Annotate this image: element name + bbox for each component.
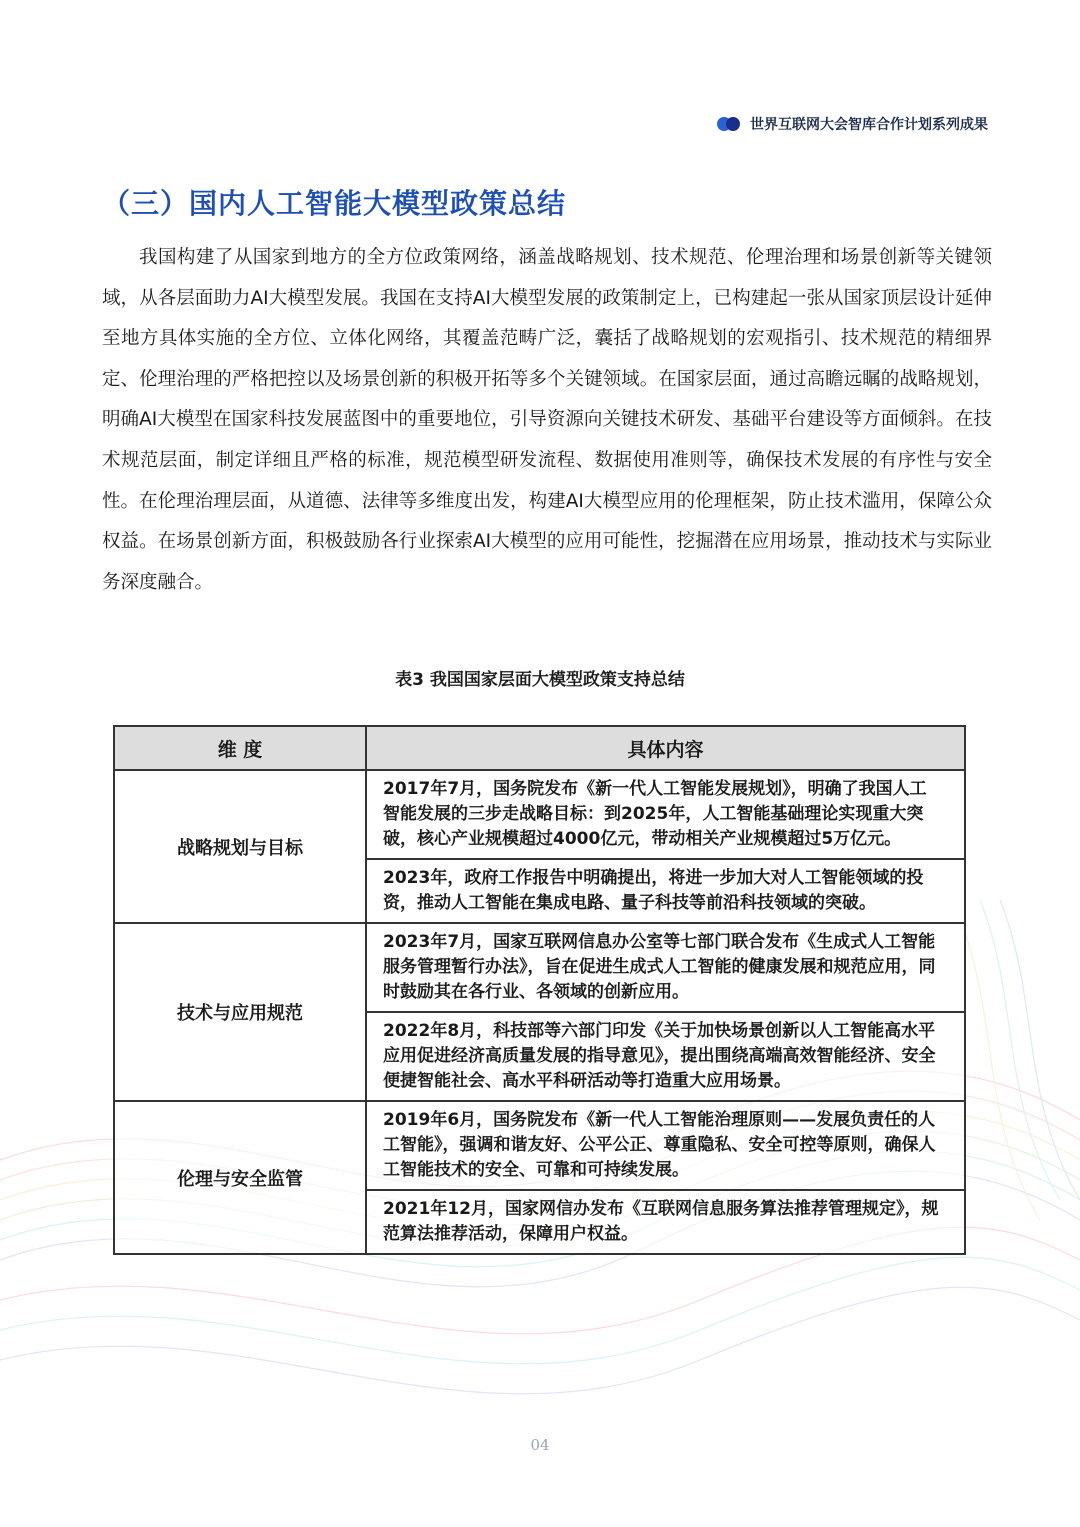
content-cell: 2023年7月，国家互联网信息办公室等七部门联合发布《生成式人工智能服务管理暂行办法》，旨在促进生成式人工智能的健康发展和规范应用，同时鼓励其在各行业、各领域的创新应用。 <box>366 923 965 1012</box>
page-number: 04 <box>530 1436 550 1454</box>
series-brand-header <box>717 114 988 134</box>
column-header-content: 具体内容 <box>366 726 965 770</box>
content-cell: 2021年12月，国家网信办发布《互联网信息服务算法推荐管理规定》，规范算法推荐活动，保障用户权益。 <box>366 1190 965 1254</box>
section-title: （三）国内人工智能大模型政策总结 <box>102 187 567 220</box>
content-cell: 2022年8月，科技部等六部门印发《关于加快场景创新以人工智能高水平应用促进经济高质量发展的指导意见》，提出围绕高端高效智能经济、安全便捷智能社会、高水平科研活动等打造重大应用场景。 <box>366 1012 965 1101</box>
dimension-cell: 技术与应用规范 <box>114 923 366 1101</box>
table-header-row <box>114 726 965 770</box>
content-cell: 2019年6月，国务院发布《新一代人工智能治理原则——发展负责任的人工智能》，强调和谐友好、公平公正、尊重隐私、安全可控等原则，确保人工智能技术的安全、可靠和可持续发展。 <box>366 1101 965 1190</box>
content-cell: 2017年7月，国务院发布《新一代人工智能发展规划》，明确了我国人工智能发展的三步走战略目标：到2025年，人工智能基础理论实现重大突破，核心产业规模超过4000亿元，带动相关产业规模超过5万亿元。 <box>366 770 965 859</box>
wic-logo-icon <box>717 117 740 131</box>
series-brand-text: 世界互联网大会智库合作计划系列成果 <box>750 117 988 133</box>
policy-table <box>113 725 966 1255</box>
table-caption: 表3 我国国家层面大模型政策支持总结 <box>395 670 685 690</box>
dimension-cell: 战略规划与目标 <box>114 770 366 923</box>
dimension-cell: 伦理与安全监管 <box>114 1101 366 1254</box>
content-cell: 2023年，政府工作报告中明确提出，将进一步加大对人工智能领域的投资，推动人工智能在集成电路、量子科技等前沿科技领域的突破。 <box>366 859 965 923</box>
body-paragraph: 我国构建了从国家到地方的全方位政策网络，涵盖战略规划、技术规范、伦理治理和场景创新等关键领域，从各层面助力AI大模型发展。我国在支持AI大模型发展的政策制定上，已构建起一张从国家顶层设计延伸至地方具体实施的全方位、立体化网络，其覆盖范畴广泛，囊括了战略规划的宏观指引、技术规范的精细界定、伦理治理的严格把控以及场景创新的积极开拓等多个关键领域。在国家层面，通过高瞻远瞩的战略规划，明确AI大模型在国家科技发展蓝图中的重要地位，引导资源向关键技术研发、基础平台建设等方面倾斜。在技术规范层面，制定详细且严格的标准，规范模型研发流程、数据使用准则等，确保技术发展的有序性与安全性。在伦理治理层面，从道德、法律等多维度出发，构建AI大模型应用的伦理框架，防止技术滥用，保障公众权益。在场景创新方面，积极鼓励各行业探索AI大模型的应用可能性，挖掘潜在应用场景，推动技术与实际业务深度融合。 <box>102 247 992 593</box>
table-row <box>114 923 965 1012</box>
table-row <box>114 1101 965 1190</box>
column-header-dimension: 维 度 <box>114 726 366 770</box>
table-row <box>114 770 965 859</box>
